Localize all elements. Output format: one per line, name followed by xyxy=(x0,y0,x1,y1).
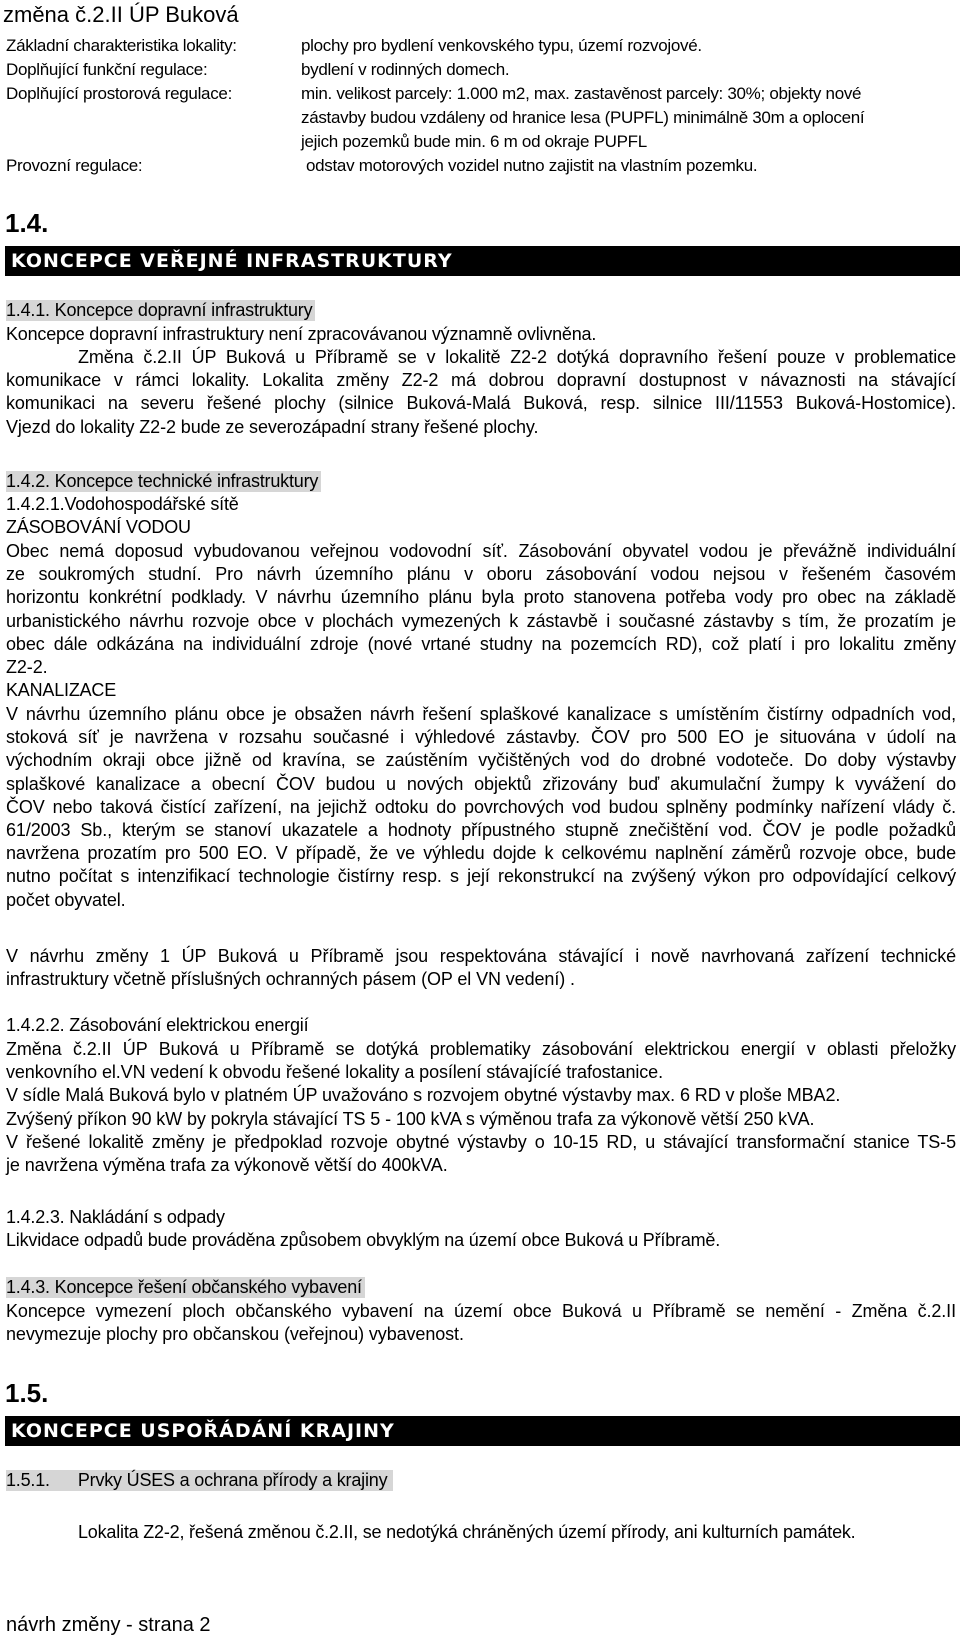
subsection-heading-text: 1.4.2. Koncepce technické infrastruktury xyxy=(6,471,321,492)
reg-label: Doplňující funkční regulace: xyxy=(6,60,208,79)
section-title-band: KONCEPCE USPOŘÁDÁNÍ KRAJINY xyxy=(5,1416,960,1446)
text-line: V sídle Malá Buková bylo v platném ÚP uvažováno s rozvojem obytné výstavby max. 6 RD v ploše MBA2. xyxy=(6,1085,841,1106)
document-title: změna č.2.II ÚP Buková xyxy=(3,2,239,27)
text-line: splaškové kanalizace a obecní ČOV budou u nových objektů zřizovány buď akumulační žumpy k vyvážení do xyxy=(6,773,956,794)
section-title-band: KONCEPCE VEŘEJNÉ INFRASTRUKTURY xyxy=(5,246,960,276)
text-line: V návrhu změny 1 ÚP Buková u Příbramě jsou respektována stávající i nově navrhovaná zařízení technické xyxy=(6,946,956,966)
subsection-heading: 1.4.2.3. Nakládání s odpady xyxy=(6,1207,225,1227)
reg-label: Základní charakteristika lokality: xyxy=(6,36,237,55)
text-line: východním okraji obce jižně od kravína, se zaústěním vyčištěných vod do drobné vodoteče. Do doby výstavby xyxy=(6,750,956,771)
subsection-heading: ZÁSOBOVÁNÍ VODOU xyxy=(6,517,191,537)
text-line: urbanistického návrhu rozvoje obce v plochách vymezených k zástavbě i současné zástavby s tím, že prozatím je xyxy=(6,610,956,631)
text-line: Z2-2. xyxy=(6,657,48,678)
text-line: ČOV nebo taková čistící zařízení, na jejichž odtoku do povrchových vod budou splněny podmínky nařízení vlády č. xyxy=(6,796,956,817)
text-line: Změna č.2.II ÚP Buková u Příbramě se v lokalitě Z2-2 dotýká dopravního řešení pouze v problematice xyxy=(78,347,956,367)
reg-value: bydlení v rodinných domech. xyxy=(301,60,510,79)
text-line: ze soukromých studní. Pro návrh územního plánu v oboru zásobování vodou nejsou v řešeném časovém xyxy=(6,564,956,585)
text-line: Obec nemá doposud vybudovanou veřejnou vodovodní síť. Zásobování obyvatel vodou je převážně individuální xyxy=(6,541,956,561)
text-line: stoková síť je navržena v rozsahu současné i výhledové zástavby. ČOV pro 500 EO je situována v údolí na xyxy=(6,727,956,748)
reg-value-line: zástavby budou vzdáleny od hranice lesa (PUPFL) minimálně 30m a oplocení xyxy=(301,108,865,127)
text-line: Vjezd do lokality Z2-2 bude ze severozápadní strany řešené plochy. xyxy=(6,416,539,437)
reg-label: Doplňující prostorová regulace: xyxy=(6,84,232,103)
reg-value: plochy pro bydlení venkovského typu, území rozvojové. xyxy=(301,36,702,55)
text-line: V řešené lokalitě změny je předpoklad rozvoje obytné výstavby o 10-15 RD, u stávající transformační stanice TS-5 xyxy=(6,1131,956,1152)
subsection-heading: 1.4.2.1.Vodohospodářské sítě xyxy=(6,494,239,514)
reg-value-line: jejich pozemků bude min. 6 m od okraje PUPFL xyxy=(301,132,647,151)
subsection-heading-text: 1.4.1. Koncepce dopravní infrastruktury xyxy=(6,300,315,321)
text-line: počet obyvatel. xyxy=(6,889,126,910)
subsection-title: Prvky ÚSES a ochrana přírody a krajiny xyxy=(77,1470,388,1490)
subsection-heading xyxy=(6,1470,393,1491)
paragraph-sewer xyxy=(6,703,956,912)
text-line: komunikaci na severu řešené plochy (silnice Buková-Malá Buková, resp. silnice III/11553 Buková-Hostomice). xyxy=(6,393,956,414)
paragraph-civic xyxy=(6,1300,956,1346)
paragraph-water xyxy=(6,540,956,679)
text-line: nevymezuje plochy pro občanskou (veřejnou) vybavenost. xyxy=(6,1324,464,1345)
reg-value-line: min. velikost parcely: 1.000 m2, max. zastavěnost parcely: 30%; objekty nové xyxy=(301,84,862,103)
subsection-heading xyxy=(6,471,321,492)
text-line: obec dále odkázána na individuální zdroje (nové vrtané studny na pozemcích RD), což platí i pro lokalitu změny xyxy=(6,633,956,654)
text-line: je navržena výměna trafa za výkonově větší do 400kVA. xyxy=(6,1155,448,1176)
text-line: horizontu konkrétní podklady. V návrhu územního plánu byla proto stanovena potřeba vody pro obec na základě xyxy=(6,587,956,608)
subsection-heading xyxy=(6,300,315,321)
paragraph: Koncepce dopravní infrastruktury není zpracovávanou významně ovlivněna. xyxy=(6,324,597,344)
subsection-heading xyxy=(6,1277,365,1298)
paragraph-waste: Likvidace odpadů bude prováděna způsobem obvyklým na území obce Buková u Příbramě. xyxy=(6,1230,721,1250)
text-line: Koncepce vymezení ploch občanského vybavení na území obce Buková u Příbramě se nemění - Změna č.2.II xyxy=(6,1301,956,1321)
subsection-heading-text: 1.4.3. Koncepce řešení občanského vybavení xyxy=(6,1277,365,1298)
reg-label: Provozní regulace: xyxy=(6,156,143,175)
page-footer: návrh změny - strana 2 xyxy=(6,1614,211,1636)
text-line: infrastruktury včetně příslušných ochranných pásem (OP el VN vedení) . xyxy=(6,969,575,990)
text-line: 61/2003 Sb., kterým se stanoví ukazatele a hodnoty přípustného stupně znečištění vod. ČOV je podle požadků xyxy=(6,820,956,841)
subsection-heading: 1.4.2.2. Zásobování elektrickou energií xyxy=(6,1015,309,1035)
subsection-number: 1.5.1. xyxy=(6,1470,50,1490)
text-line: navržena prozatím pro 500 EO. V případě, že ve výhledu dojde k celkovému naplnění záměrů rozvoje obce, bude xyxy=(6,843,956,864)
text-line: Změna č.2.II ÚP Buková u Příbramě se dotýká problematiky zásobování elektrickou energií v oblasti přeložky xyxy=(6,1039,956,1059)
reg-value: odstav motorových vozidel nutno zajistit na vlastním pozemku. xyxy=(306,156,758,175)
paragraph-electricity xyxy=(6,1038,956,1177)
text-line: Zvýšený příkon 90 kW by pokryla stávající TS 5 - 100 kVA s výměnou trafa za výkonově větší 250 kVA. xyxy=(6,1108,815,1129)
paragraph-landscape: Lokalita Z2-2, řešená změnou č.2.II, se nedotýká chráněných území přírody, ani kulturních památek. xyxy=(78,1522,856,1542)
text-line: venkovního el.VN vedení k obvodu řešené lokality a posílení stávajícíé trafostanice. xyxy=(6,1062,663,1083)
section-number: 1.5. xyxy=(5,1378,49,1408)
paragraph-transport xyxy=(6,346,956,439)
section-number: 1.4. xyxy=(5,208,49,238)
subsection-heading-bar xyxy=(6,1470,393,1491)
text-line: V návrhu územního plánu obce je obsažen návrh řešení splaškové kanalizace s umístěním čistírny odpadních vod, xyxy=(6,704,956,724)
subsection-heading: KANALIZACE xyxy=(6,680,117,700)
paragraph-change1 xyxy=(6,945,956,991)
text-line: nutno počítat s intenzifikací technologie čistírny resp. s její rekonstrukcí na zvýšený výkon pro odpovídající celkový xyxy=(6,866,956,887)
text-line: komunikace v rámci lokality. Lokalita změny Z2-2 má dobrou dopravní dostupnost v návaznosti na stávající xyxy=(6,370,956,391)
